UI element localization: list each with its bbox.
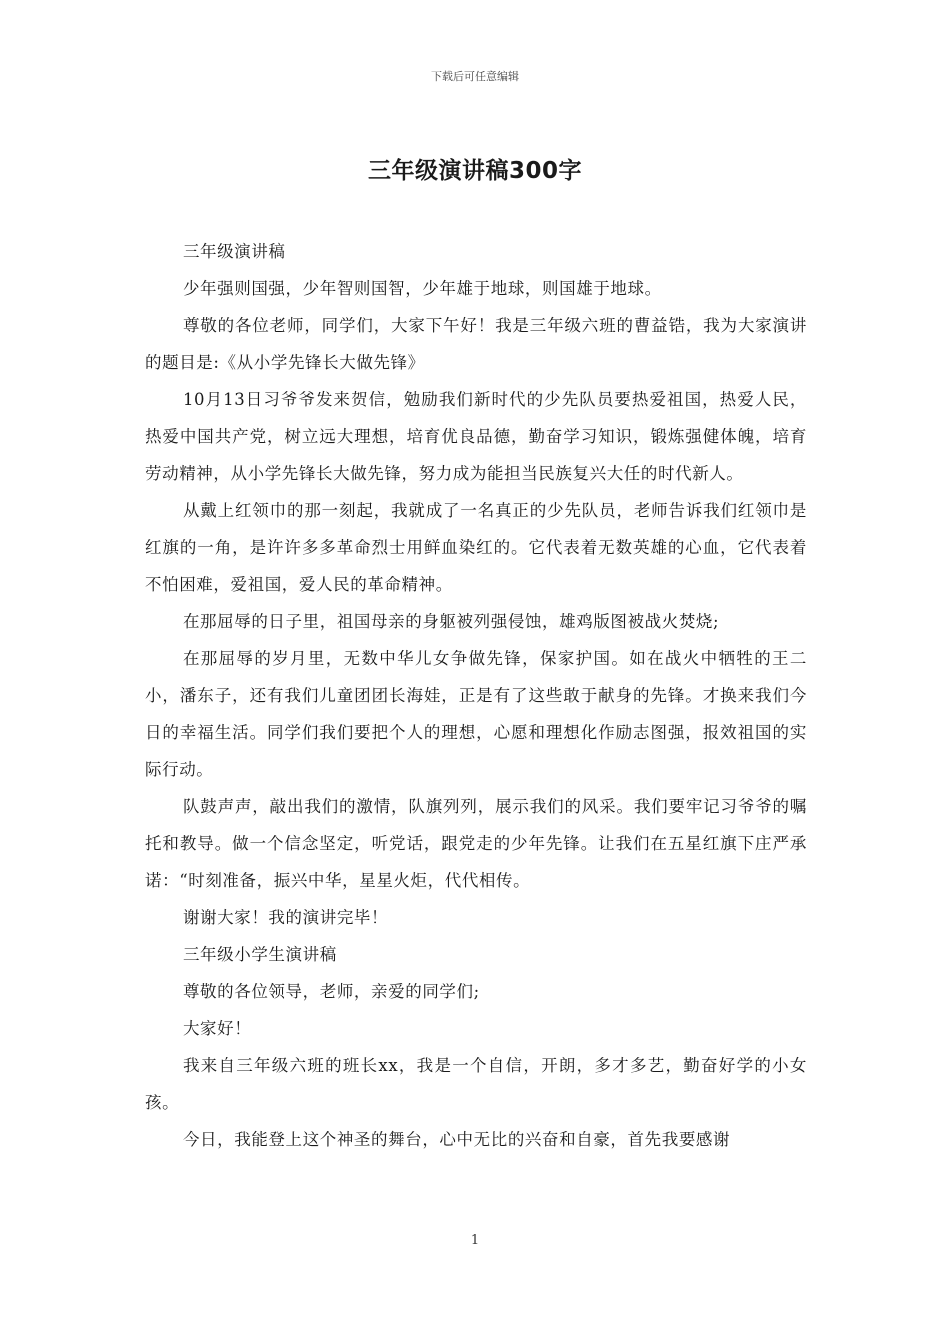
document-title: 三年级演讲稿300字: [367, 158, 582, 184]
paragraph: 从戴上红领巾的那一刻起，我就成了一名真正的少先队员，老师告诉我们红领巾是红旗的一角，是许许多多革命烈士用鲜血染红的。它代表着无数英雄的心血，它代表着不怕困难，爱祖国，爱人民的革命精神。: [145, 501, 807, 594]
paragraph: 少年强则国强，少年智则国智，少年雄于地球，则国雄于地球。: [182, 279, 662, 298]
paragraph: 在那屈辱的岁月里，无数中华儿女争做先锋，保家护国。如在战火中牺牲的王二小，潘东子，还有我们儿童团团长海娃，正是有了这些敢于献身的先锋。才换来我们今日的幸福生活。同学们我们要把个人的理想，心愿和理想化作励志图强，报效祖国的实际行动。: [145, 649, 807, 779]
page-number: 1: [470, 1233, 480, 1248]
paragraph: 大家好！: [182, 1019, 252, 1038]
paragraph: 谢谢大家！我的演讲完毕！: [182, 908, 389, 927]
paragraph: 三年级演讲稿: [182, 242, 286, 261]
paragraph: 三年级小学生演讲稿: [182, 945, 337, 964]
paragraph: 队鼓声声，敲出我们的激情，队旗列列，展示我们的风采。我们要牢记习爷爷的嘱托和教导。做一个信念坚定，听党话，跟党走的少年先锋。让我们在五星红旗下庄严承诺：“时刻准备，振兴中华，星星火炬，代代相传。: [145, 797, 807, 890]
paragraph: 在那屈辱的日子里，祖国母亲的身躯被列强侵蚀，雄鸡版图被战火焚烧;: [182, 612, 720, 631]
paragraph: 我来自三年级六班的班长xx，我是一个自信，开朗，多才多艺，勤奋好学的小女孩。: [145, 1056, 807, 1112]
paragraph: 尊敬的各位老师，同学们，大家下午好！我是三年级六班的曹益锆，我为大家演讲的题目是:《从小学先锋长大做先锋》: [145, 316, 807, 372]
page-header-note: 下载后可任意编辑: [431, 70, 519, 83]
paragraph: 尊敬的各位领导，老师，亲爱的同学们;: [182, 982, 480, 1001]
paragraph: 今日，我能登上这个神圣的舞台，心中无比的兴奋和自豪，首先我要感谢: [182, 1130, 731, 1149]
paragraph: 10月13日习爷爷发来贺信，勉励我们新时代的少先队员要热爱祖国，热爱人民，热爱中国共产党，树立远大理想，培育优良品德，勤奋学习知识，锻炼强健体魄，培育劳动精神，从小学先锋长大做先锋，努力成为能担当民族复兴大任的时代新人。: [145, 390, 807, 483]
document-body: [145, 233, 807, 1158]
